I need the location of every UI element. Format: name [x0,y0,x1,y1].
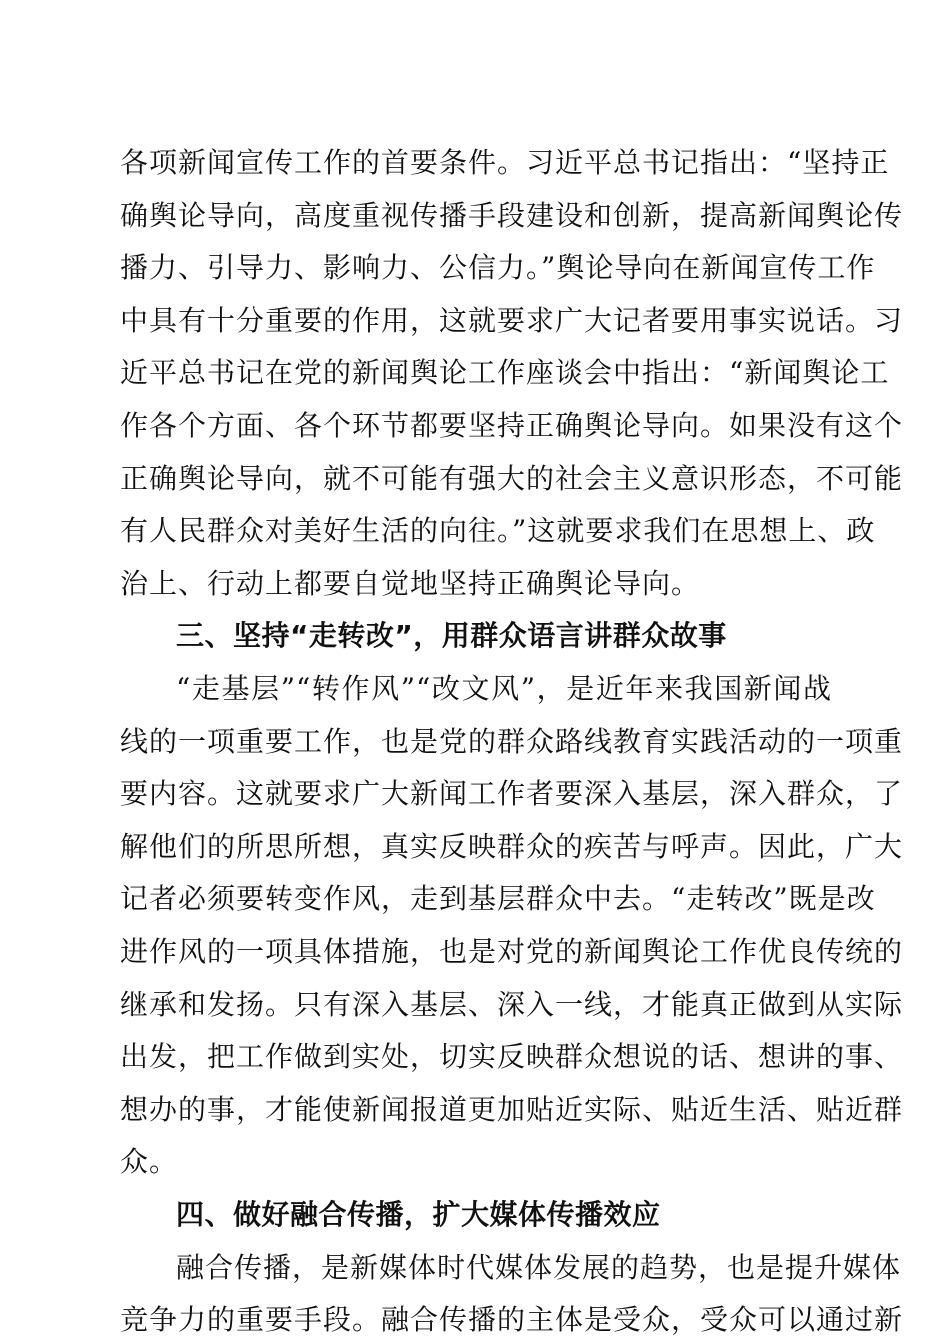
body-line: 中具有十分重要的作用，这就要求广大记者要用事实说话。习 [120,304,904,337]
body-line: 作各个方面、各个环节都要坚持正确舆论导向。如果没有这个 [120,409,904,442]
body-line: 竞争力的重要手段。融合传播的主体是受众，受众可以通过新 [120,1303,904,1336]
section-heading-3: 三、坚持“走转改”，用群众语言讲群众故事 [176,619,727,652]
body-line: 播力、引导力、影响力、公信力。”舆论导向在新闻宣传工作 [120,251,876,284]
body-line: 继承和发扬。只有深入基层、深入一线，才能真正做到从实际 [120,988,904,1021]
body-line: “走基层”“转作风”“改文风”，是近年来我国新闻战 [176,672,832,705]
body-line: 想办的事，才能使新闻报道更加贴近实际、贴近生活、贴近群 [120,1093,904,1126]
body-line: 进作风的一项具体措施，也是对党的新闻舆论工作优良传统的 [120,935,904,968]
body-line: 各项新闻宣传工作的首要条件。习近平总书记指出：“坚持正 [120,146,890,179]
body-line: 融合传播，是新媒体时代媒体发展的趋势，也是提升媒体 [176,1251,902,1284]
section-heading-4: 四、做好融合传播，扩大媒体传播效应 [176,1198,661,1231]
body-line: 近平总书记在党的新闻舆论工作座谈会中指出：“新闻舆论工 [120,356,890,389]
body-line: 记者必须要转变作风，走到基层群众中去。“走转改”既是改 [120,882,876,915]
body-line: 出发，把工作做到实处，切实反映群众想说的话、想讲的事、 [120,1040,904,1073]
body-line: 解他们的所思所想，真实反映群众的疾苦与呼声。因此，广大 [120,830,904,863]
body-line: 有人民群众对美好生活的向往。”这就要求我们在思想上、政 [120,514,876,547]
body-line: 线的一项重要工作，也是党的群众路线教育实践活动的一项重 [120,725,904,758]
body-line: 治上、行动上都要自觉地坚持正确舆论导向。 [120,567,701,600]
body-line: 要内容。这就要求广大新闻工作者要深入基层，深入群众，了 [120,777,904,810]
body-line: 正确舆论导向，就不可能有强大的社会主义意识形态，不可能 [120,462,904,495]
body-line: 确舆论导向，高度重视传播手段建设和创新，提高新闻舆论传 [120,199,904,232]
body-line: 众。 [120,1145,179,1178]
